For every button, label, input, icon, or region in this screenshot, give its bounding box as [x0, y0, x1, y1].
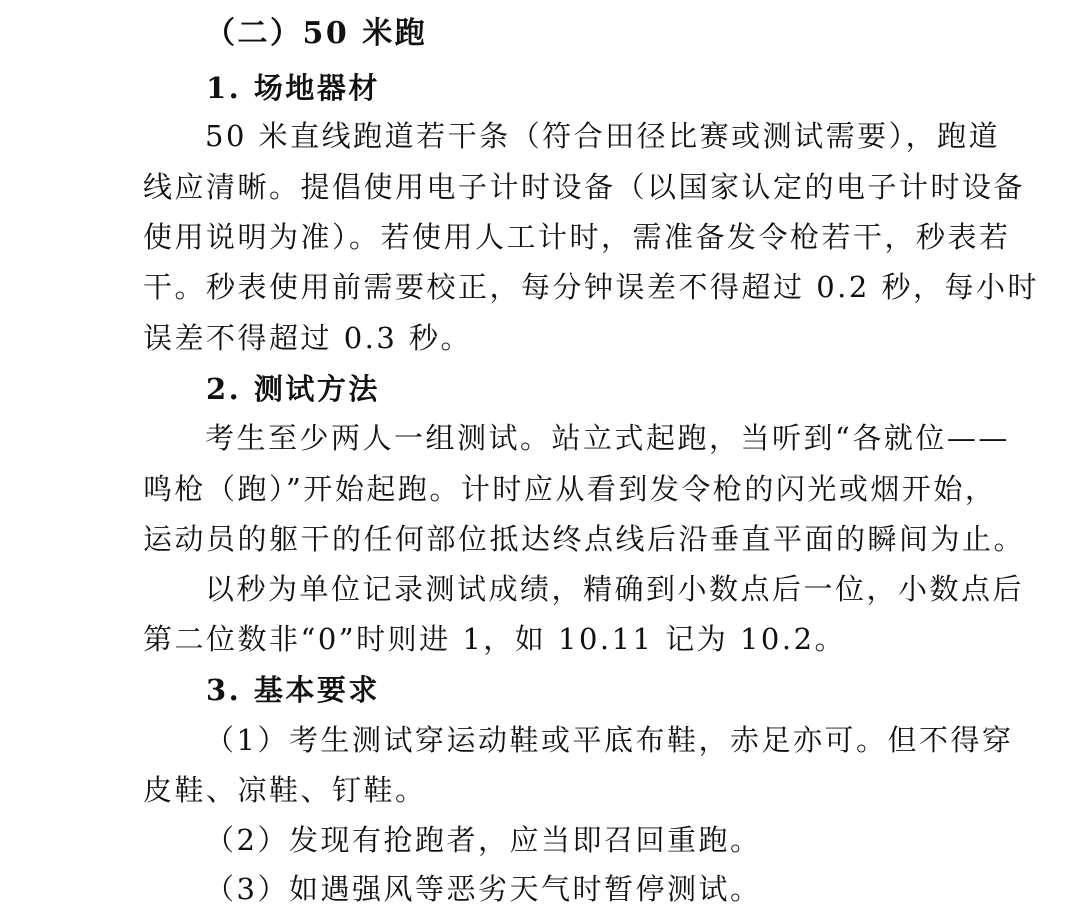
section-title: （二）50 米跑 — [205, 16, 428, 51]
paragraph-line: 干。秒表使用前需要校正，每分钟误差不得超过 0.2 秒，每小时 — [143, 270, 1040, 304]
paragraph-line: 50 米直线跑道若干条（符合田径比赛或测试需要），跑道 — [205, 119, 1001, 153]
paragraph-line: 皮鞋、凉鞋、钉鞋。 — [143, 773, 427, 807]
subsection-heading-test-method: 2. 测试方法 — [206, 372, 380, 406]
paragraph-line: 以秒为单位记录测试成绩，精确到小数点后一位，小数点后 — [205, 572, 1025, 606]
paragraph-line: 使用说明为准）。若使用人工计时，需准备发令枪若干，秒表若 — [143, 220, 1011, 254]
paragraph-line: 考生至少两人一组测试。站立式起跑，当听到“各就位—— — [205, 421, 1010, 455]
subsection-heading-basic-requirements: 3. 基本要求 — [206, 673, 380, 707]
paragraph-line: 运动员的躯干的任何部位抵达终点线后沿垂直平面的瞬间为止。 — [143, 522, 1026, 556]
paragraph-line: 线应清晰。提倡使用电子计时设备（以国家认定的电子计时设备 — [143, 170, 1026, 204]
subsection-heading-venue-equipment: 1. 场地器材 — [206, 71, 380, 105]
paragraph-line: 鸣枪（跑）”开始起跑。计时应从看到发令枪的闪光或烟开始， — [143, 472, 997, 506]
paragraph-line: （3）如遇强风等恶劣天气时暂停测试。 — [205, 872, 762, 906]
paragraph-line: （1）考生测试穿运动鞋或平底布鞋，赤足亦可。但不得穿 — [205, 723, 1014, 757]
paragraph-line: （2）发现有抢跑者，应当即召回重跑。 — [205, 823, 762, 857]
paragraph-line: 误差不得超过 0.3 秒。 — [143, 321, 473, 355]
paragraph-line: 第二位数非“0”时则进 1，如 10.11 记为 10.2。 — [143, 622, 847, 656]
